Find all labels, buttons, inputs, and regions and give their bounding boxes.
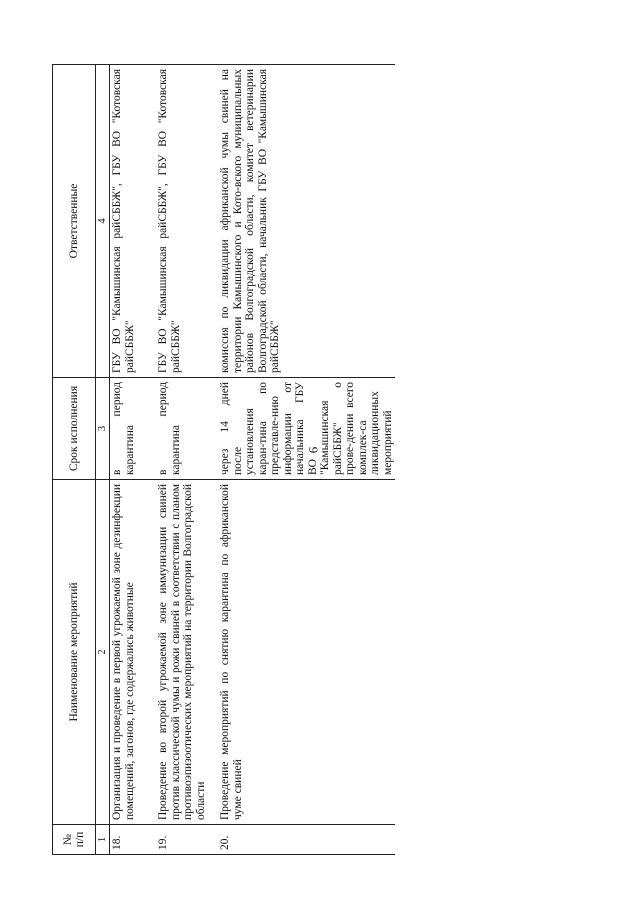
column-number: 4 [96,65,110,378]
table-row [218,65,395,855]
row-term: в период карантина [156,378,218,480]
header-term: Срок исполнения [53,378,96,480]
row-responsible: ГБУ ВО "Камышинская райСББЖ", ГБУ ВО "Котовская райСББЖ" [110,65,157,378]
table-row [156,65,218,855]
row-name: Проведение мероприятий по снятию карантина по африканской чуме свиней [218,480,395,825]
row-number: 18. [110,825,157,855]
column-number: 1 [96,825,110,855]
row-name: Проведение во второй угрожаемой зоне иммунизации свиней против классической чумы и рожи свиней в соответствии с планом противоэпизоотических мероприятий на территории Волгоградской области [156,480,218,825]
row-responsible: комиссия по ликвидации африканской чумы свиней на территории Камышинского и Кото-вского муниципальных районов Волгоградской области, комитет ветеринарии Волгоградской области, начальник ГБУ ВО "Камышинская райСББЖ" [218,65,395,378]
header-name: Наименование мероприятий [53,480,96,825]
table-row [110,65,157,855]
measures-table [52,64,395,855]
header-responsible: Ответственные [53,65,96,378]
header-num: № п/п [53,825,96,855]
header-row [53,65,96,855]
rotated-table-container [52,65,568,855]
row-responsible: ГБУ ВО "Камышинская райСББЖ", ГБУ ВО "Котовская райСББЖ" [156,65,218,378]
column-number: 3 [96,378,110,480]
column-number: 2 [96,480,110,825]
column-number-row [96,65,110,855]
page-number: 6 [305,446,321,454]
row-term: в период карантина [110,378,157,480]
row-term: через 14 дней после установления каран-тина по представле-нию информации от начальника ГБУ ВО "Камышинская райСББЖ" о прове-дении всего комплек-са ликвидационных мероприятий [218,378,395,480]
row-name: Организация и проведение в первой угрожаемой зоне дезинфекции помещений, загонов, где содержались животные [110,480,157,825]
row-number: 19. [156,825,218,855]
row-number: 20. [218,825,395,855]
